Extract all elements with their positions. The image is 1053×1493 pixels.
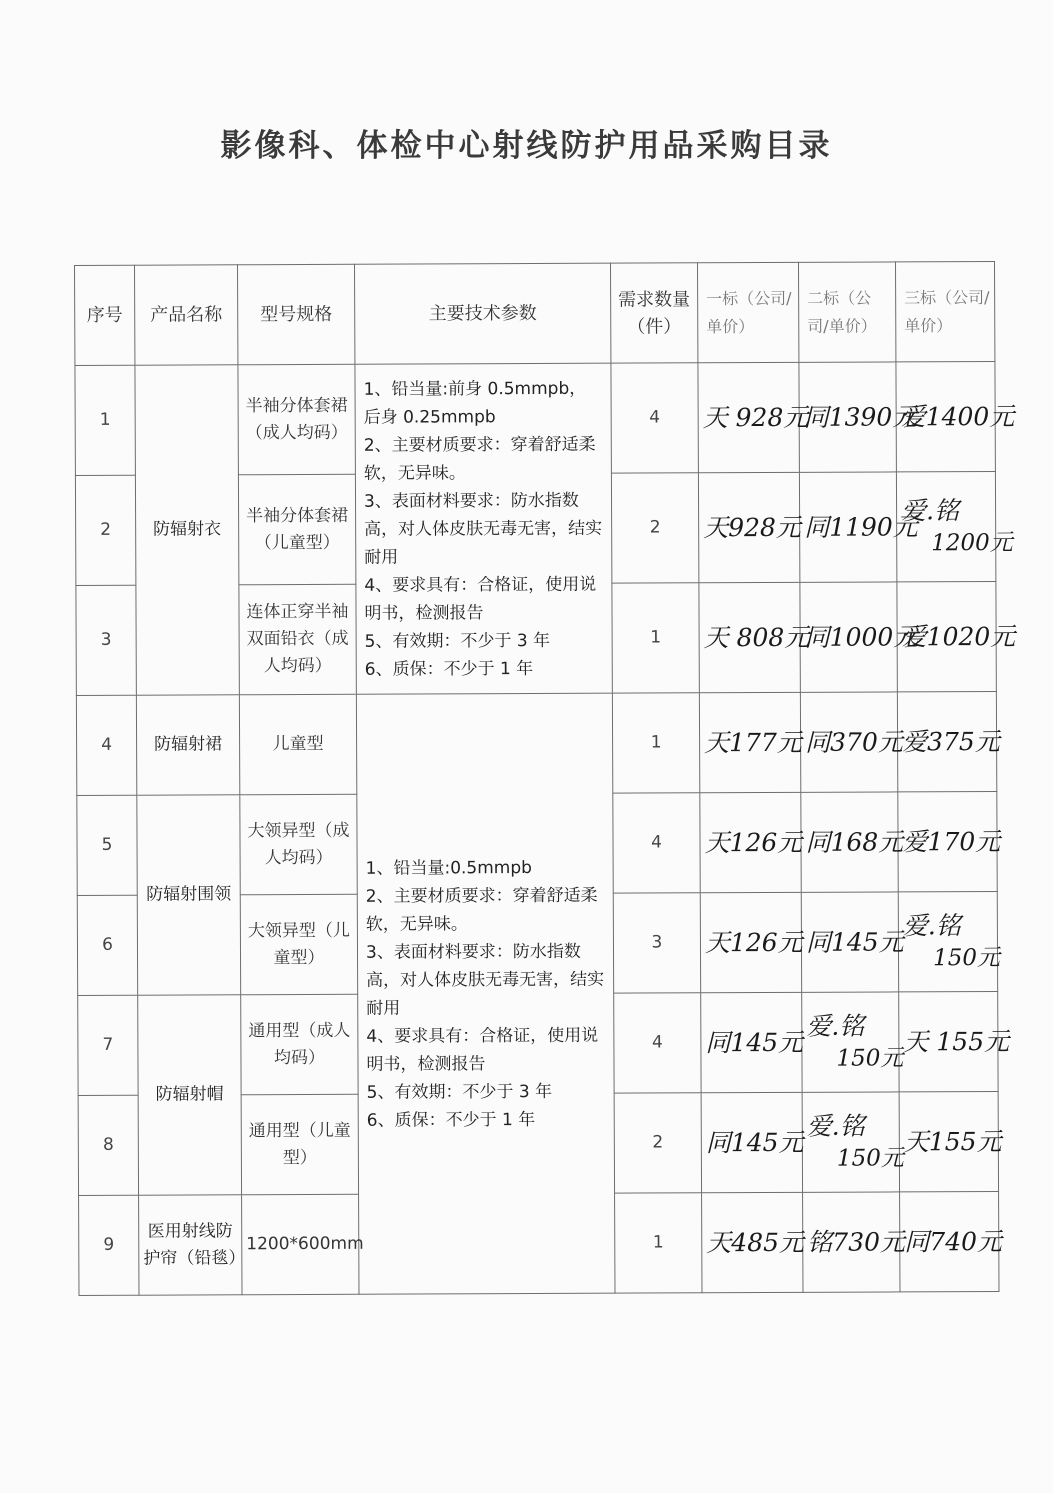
price-text: 同145元	[805, 926, 904, 957]
bid1-price	[701, 992, 802, 1092]
bid3-price	[896, 361, 1015, 471]
row-qty: 1	[612, 693, 699, 793]
param-line: 2、主要材质要求：穿着舒适柔软，无异味。	[363, 434, 596, 484]
table-row	[75, 361, 995, 475]
row-qty: 2	[611, 473, 698, 583]
bid1-price	[700, 892, 801, 992]
price-text-line2: 150元	[932, 944, 1000, 971]
price-text: 天126元	[704, 927, 803, 957]
product-name: 防辐射裙	[136, 695, 239, 795]
price-text: 爱.铭	[806, 1011, 865, 1041]
param-line: 1、铅当量:前身 0.5mmpb，后身 0.25mmpb	[363, 378, 587, 428]
bid1-price	[702, 1192, 803, 1292]
price-text: 天126元	[704, 827, 803, 857]
price-text: 同145元	[705, 1027, 804, 1057]
price-text: 天 808元	[703, 622, 810, 652]
price-text: 同1000元	[804, 621, 919, 652]
row-seq: 9	[79, 1195, 139, 1295]
bid3-price	[897, 691, 1000, 791]
product-name: 防辐射帽	[138, 995, 242, 1195]
price-text: 天928元	[703, 512, 801, 542]
bid1-price	[699, 582, 810, 692]
bid2-price	[801, 892, 904, 992]
price-text: 天 928元	[702, 402, 809, 432]
model-spec: 半袖分体套裙（儿童型）	[238, 474, 355, 585]
model-spec: 儿童型	[239, 694, 356, 795]
bid3-price	[899, 1091, 1002, 1191]
bid2-price	[799, 362, 918, 472]
model-spec: 1200*600mm	[242, 1194, 359, 1295]
price-text: 爱.铭	[806, 1111, 865, 1141]
price-text-line2: 150元	[836, 1044, 904, 1072]
bid3-price	[900, 1191, 1003, 1291]
row-seq: 6	[77, 895, 137, 995]
header-bid2: 二标（公司/单价）	[798, 262, 895, 362]
bid3-price	[899, 991, 1010, 1091]
bid2-price	[799, 472, 918, 582]
procurement-table	[74, 261, 1016, 1296]
tech-params-a	[355, 363, 612, 694]
price-text: 同740元	[904, 1226, 1003, 1256]
row-seq: 4	[76, 695, 136, 795]
param-line: 4、要求具有：合格证，使用说明书，检测报告	[366, 1025, 599, 1075]
row-qty: 4	[611, 363, 698, 473]
price-text: 天155元	[903, 1126, 1002, 1156]
bid3-price	[898, 891, 1000, 991]
price-text: 天485元	[706, 1227, 805, 1257]
param-line: 4、要求具有：合格证，使用说明书，检测报告	[364, 574, 597, 624]
bid3-price	[896, 471, 1013, 581]
bid3-price	[898, 791, 1001, 891]
price-text: 同370元	[805, 726, 903, 757]
price-text: 天177元	[704, 727, 802, 757]
price-text: 铭730元	[807, 1226, 906, 1257]
header-product: 产品名称	[135, 265, 238, 365]
price-text: 同168元	[805, 826, 904, 857]
row-seq: 5	[77, 795, 137, 895]
model-spec: 通用型（成人均码）	[241, 994, 358, 1095]
model-spec: 半袖分体套裙（成人均码）	[238, 364, 355, 475]
product-name: 防辐射围领	[137, 795, 241, 995]
header-qty: 需求数量（件）	[610, 263, 697, 363]
header-bid3: 三标（公司/单价）	[895, 261, 994, 361]
row-qty: 1	[612, 583, 699, 693]
bid1-price	[700, 792, 801, 892]
price-text: 同1390元	[803, 401, 918, 432]
row-seq: 3	[76, 585, 136, 695]
param-line: 6、质保：不少于 1 年	[366, 1109, 536, 1131]
param-line: 2、主要材质要求：穿着舒适柔软，无异味。	[365, 885, 598, 935]
price-text: 爱.铭	[902, 910, 961, 940]
bid1-price	[699, 692, 800, 792]
price-text-line2: 150元	[836, 1144, 904, 1172]
row-seq: 8	[78, 1095, 138, 1195]
bid3-price	[897, 581, 1016, 691]
param-line: 6、质保：不少于 1 年	[364, 658, 534, 680]
bid2-price	[800, 582, 919, 692]
row-seq: 2	[75, 475, 135, 585]
row-qty: 2	[614, 1093, 701, 1193]
header-params: 主要技术参数	[354, 263, 610, 364]
price-text: 爱1020元	[901, 621, 1016, 651]
price-text: 同1190元	[804, 511, 918, 542]
tech-params-b	[356, 693, 615, 1294]
bid2-price	[801, 792, 904, 892]
row-qty: 4	[614, 993, 701, 1093]
param-line: 5、有效期：不少于 3 年	[366, 1081, 553, 1103]
row-qty: 4	[613, 793, 700, 893]
param-line: 3、表面材料要求：防水指数高，对人体皮肤无毒无害，结实耐用	[365, 941, 605, 1019]
model-spec: 连体正穿半袖双面铅衣（成人均码）	[239, 584, 356, 695]
header-seq: 序号	[75, 265, 135, 365]
model-spec: 大领异型（成人均码）	[240, 794, 357, 895]
table-row	[76, 691, 996, 795]
row-qty: 3	[613, 893, 700, 993]
product-name: 医用射线防护帘（铅毯）	[139, 1195, 242, 1295]
bid2-price	[802, 1092, 904, 1192]
price-text: 爱170元	[902, 826, 1001, 856]
row-seq: 7	[78, 995, 138, 1095]
product-name: 防辐射衣	[135, 365, 239, 695]
bid1-price	[701, 1092, 802, 1192]
header-bid1: 一标（公司/单价）	[697, 262, 798, 362]
row-seq: 1	[75, 365, 135, 475]
price-text-line2: 1200元	[931, 529, 1013, 556]
param-line: 5、有效期：不少于 3 年	[364, 630, 551, 652]
model-spec: 大领异型（儿童型）	[240, 894, 357, 995]
header-row	[75, 261, 995, 365]
price-text: 爱1400元	[900, 401, 1015, 431]
bid1-price	[698, 472, 799, 582]
param-line: 3、表面材料要求：防水指数高，对人体皮肤无毒无害，结实耐用	[363, 490, 603, 568]
price-text: 爱.铭	[901, 495, 960, 525]
header-model: 型号规格	[238, 264, 355, 365]
model-spec: 通用型（儿童型）	[241, 1094, 358, 1195]
bid1-price	[698, 362, 809, 472]
param-line: 1、铅当量:0.5mmpb	[365, 857, 532, 879]
price-text: 同145元	[705, 1127, 804, 1157]
bid2-price	[800, 692, 903, 792]
bid2-price	[803, 1192, 906, 1292]
price-text: 爱375元	[902, 726, 1000, 756]
document-title: 影像科、体检中心射线防护用品采购目录	[220, 128, 833, 164]
price-text: 天 155元	[903, 1026, 1010, 1056]
bid2-price	[802, 992, 904, 1092]
row-qty: 1	[615, 1193, 702, 1293]
